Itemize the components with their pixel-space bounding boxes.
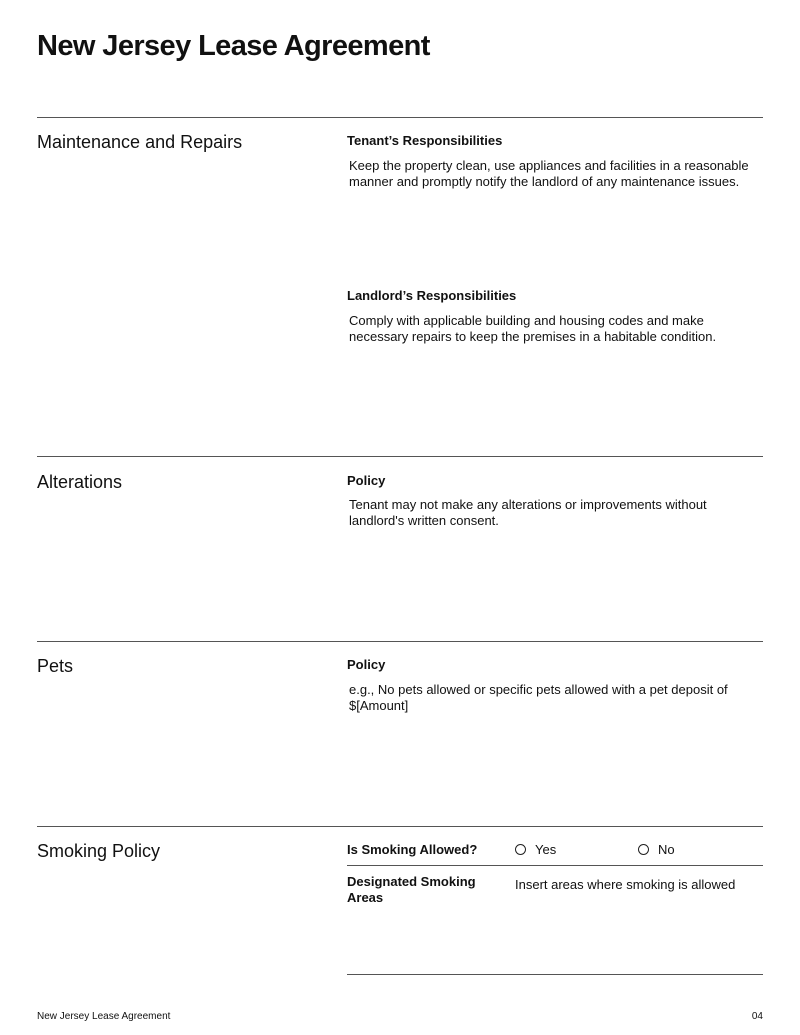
tenant-responsibilities-text[interactable]: Keep the property clean, use appliances and facilities in a reasonable manner and promptly notify the landlord of any maintenance issues. bbox=[349, 158, 749, 189]
section-divider bbox=[37, 117, 763, 118]
page-title: New Jersey Lease Agreement bbox=[37, 30, 430, 62]
section-title-maintenance: Maintenance and Repairs bbox=[37, 132, 243, 152]
smoking-no-label: No bbox=[658, 842, 675, 857]
section-title-alterations: Alterations bbox=[37, 472, 123, 492]
pets-policy-text[interactable]: e.g., No pets allowed or specific pets allowed with a pet deposit of $[Amount] bbox=[349, 682, 728, 713]
pets-policy-label: Policy bbox=[347, 657, 386, 672]
designated-areas-label: Designated Smoking Areas bbox=[347, 874, 476, 905]
smoking-no-option[interactable] bbox=[638, 842, 675, 857]
designated-areas-field[interactable]: Insert areas where smoking is allowed bbox=[515, 877, 736, 892]
alterations-policy-text[interactable]: Tenant may not make any alterations or improvements without landlord's written consent. bbox=[349, 497, 707, 528]
footer-page-number: 04 bbox=[751, 1011, 763, 1022]
section-divider bbox=[37, 456, 763, 457]
section-divider bbox=[37, 826, 763, 827]
tenant-responsibilities-label: Tenant’s Responsibilities bbox=[347, 133, 503, 148]
radio-button-icon[interactable] bbox=[638, 844, 649, 855]
footer-doc-name: New Jersey Lease Agreement bbox=[37, 1011, 171, 1022]
landlord-responsibilities-label: Landlord’s Responsibilities bbox=[347, 288, 517, 303]
section-title-pets: Pets bbox=[37, 656, 74, 676]
radio-button-icon[interactable] bbox=[515, 844, 526, 855]
landlord-responsibilities-text[interactable]: Comply with applicable building and housing codes and make necessary repairs to keep the premises in a habitable condition. bbox=[349, 313, 717, 344]
smoking-yes-label: Yes bbox=[535, 842, 557, 857]
smoking-allowed-label: Is Smoking Allowed? bbox=[347, 842, 478, 857]
row-divider bbox=[347, 865, 763, 866]
row-divider bbox=[347, 974, 763, 975]
smoking-yes-option[interactable] bbox=[515, 842, 556, 857]
section-divider bbox=[37, 641, 763, 642]
alterations-policy-label: Policy bbox=[347, 473, 386, 488]
section-title-smoking: Smoking Policy bbox=[37, 841, 161, 861]
